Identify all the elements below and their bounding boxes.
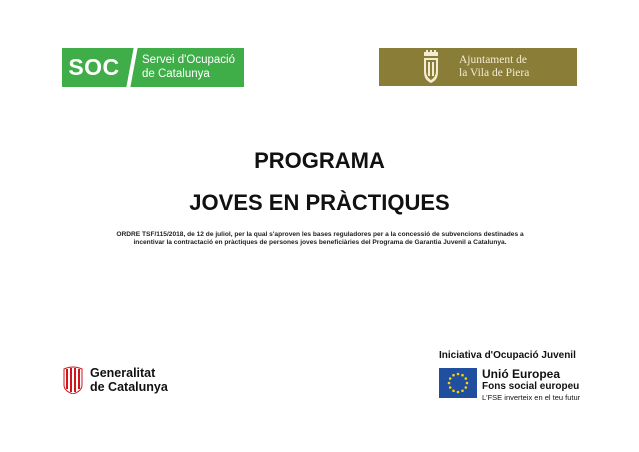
generalitat-text <box>90 366 168 394</box>
soc-mark: SOC <box>68 54 120 80</box>
senyera-bars-icon <box>62 365 84 394</box>
ajuntament-line2: la Vila de Piera <box>459 67 530 79</box>
decree-text: ORDRE TSF/115/2018, de 12 de juliol, per la qual s'aproven les bases reguladores per a la concessió de subvencions destinades a incentivar la contractació en pràctiques de persones joves beneficiàries del Programa de Garantia Juvenil a Catalunya. <box>116 231 524 247</box>
generalitat-line1: Generalitat <box>90 366 156 380</box>
ajuntament-text <box>459 54 529 80</box>
title-programa: PROGRAMA <box>254 148 385 173</box>
soc-divider-icon <box>126 46 138 89</box>
eu-flag-icon <box>439 368 477 398</box>
coat-of-arms-icon <box>423 50 439 84</box>
eu-union-label: Unió Europea <box>482 367 561 381</box>
soc-line1: Servei d'Ocupació <box>142 54 235 66</box>
soc-line2: de Catalunya <box>142 68 210 80</box>
soc-text <box>142 53 235 81</box>
title-joves-en-practiques: JOVES EN PRÀCTIQUES <box>189 190 450 215</box>
eu-fund-label: Fons social europeu <box>482 381 580 392</box>
soc-logo <box>62 48 244 87</box>
eu-tagline: L'FSE inverteix en el teu futur <box>482 393 581 402</box>
ajuntament-line1: Ajuntament de <box>459 54 528 66</box>
generalitat-line2: de Catalunya <box>90 380 168 394</box>
eu-initiative-label: Iniciativa d'Ocupació Juvenil <box>439 350 576 361</box>
ajuntament-logo <box>379 48 577 86</box>
